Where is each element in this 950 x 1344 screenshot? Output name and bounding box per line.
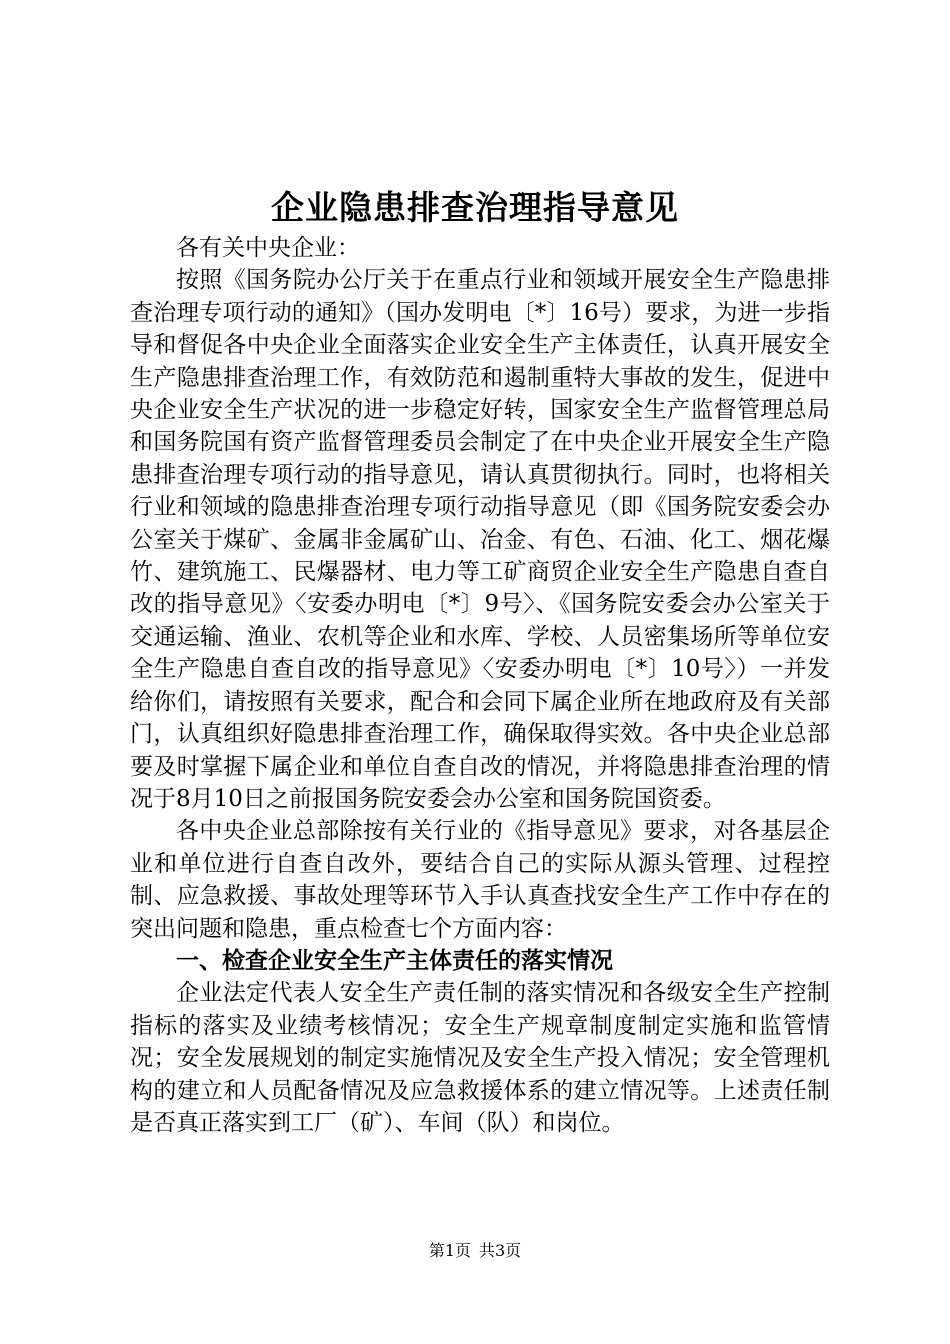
- salutation: 各有关中央企业：: [176, 235, 360, 261]
- document-title: 企业隐患排查治理指导意见: [271, 188, 679, 227]
- section-heading-1: 一、检查企业安全生产主体责任的落实情况: [176, 947, 613, 974]
- page-footer: [0, 1240, 950, 1262]
- page-total: 共3页: [479, 1241, 522, 1260]
- paragraph-requirements: 各中央企业总部除按有关行业的《指导意见》要求，对各基层企业和单位进行自查自改外，要结合自己的实际从源头管理、过程控制、应急救援、事故处理等环节入手认真查找安全生产工作中存在的突出问题和隐患，重点检查七个方面内容：: [130, 818, 830, 942]
- paragraph-notice: 按照《国务院办公厅关于在重点行业和领域开展安全生产隐患排查治理专项行动的通知》（国办发明电〔*〕16号）要求，为进一步指导和督促各中央企业全面落实企业安全生产主体责任，认真开展安全生产隐患排查治理工作，有效防范和遏制重特大事故的发生，促进中央企业安全生产状况的进一步稳定好转，国家安全生产监督管理总局和国务院国有资产监督管理委员会制定了在中央企业开展安全生产隐患排查治理专项行动的指导意见，请认真贯彻执行。同时，也将相关行业和领域的隐患排查治理专项行动指导意见（即《国务院安委会办公室关于煤矿、金属非金属矿山、冶金、有色、石油、化工、烟花爆竹、建筑施工、民爆器材、电力等工矿商贸企业安全生产隐患自查自改的指导意见》〈安委办明电〔*〕9号〉、《国务院安委会办公室关于交通运输、渔业、农机等企业和水库、学校、人员密集场所等单位安全生产隐患自查自改的指导意见》〈安委办明电〔*〕10号〉）一并发给你们，请按照有关要求，配合和会同下属企业所在地政府及有关部门，认真组织好隐患排查治理工作，确保取得实效。各中央企业总部要及时掌握下属企业和单位自查自改的情况，并将隐患排查治理的情况于8月10日之前报国务院安委会办公室和国务院国资委。: [130, 267, 830, 812]
- paragraph-responsibility: 企业法定代表人安全生产责任制的落实情况和各级安全生产控制指标的落实及业绩考核情况；安全生产规章制度制定实施和监管情况；安全发展规划的制定实施情况及安全生产投入情况；安全管理机构的建立和人员配备情况及应急救援体系的建立情况等。上述责任制是否真正落实到工厂（矿）、车间（队）和岗位。: [130, 980, 830, 1136]
- document-body: [130, 232, 830, 1139]
- page-number: 第1页: [428, 1241, 471, 1260]
